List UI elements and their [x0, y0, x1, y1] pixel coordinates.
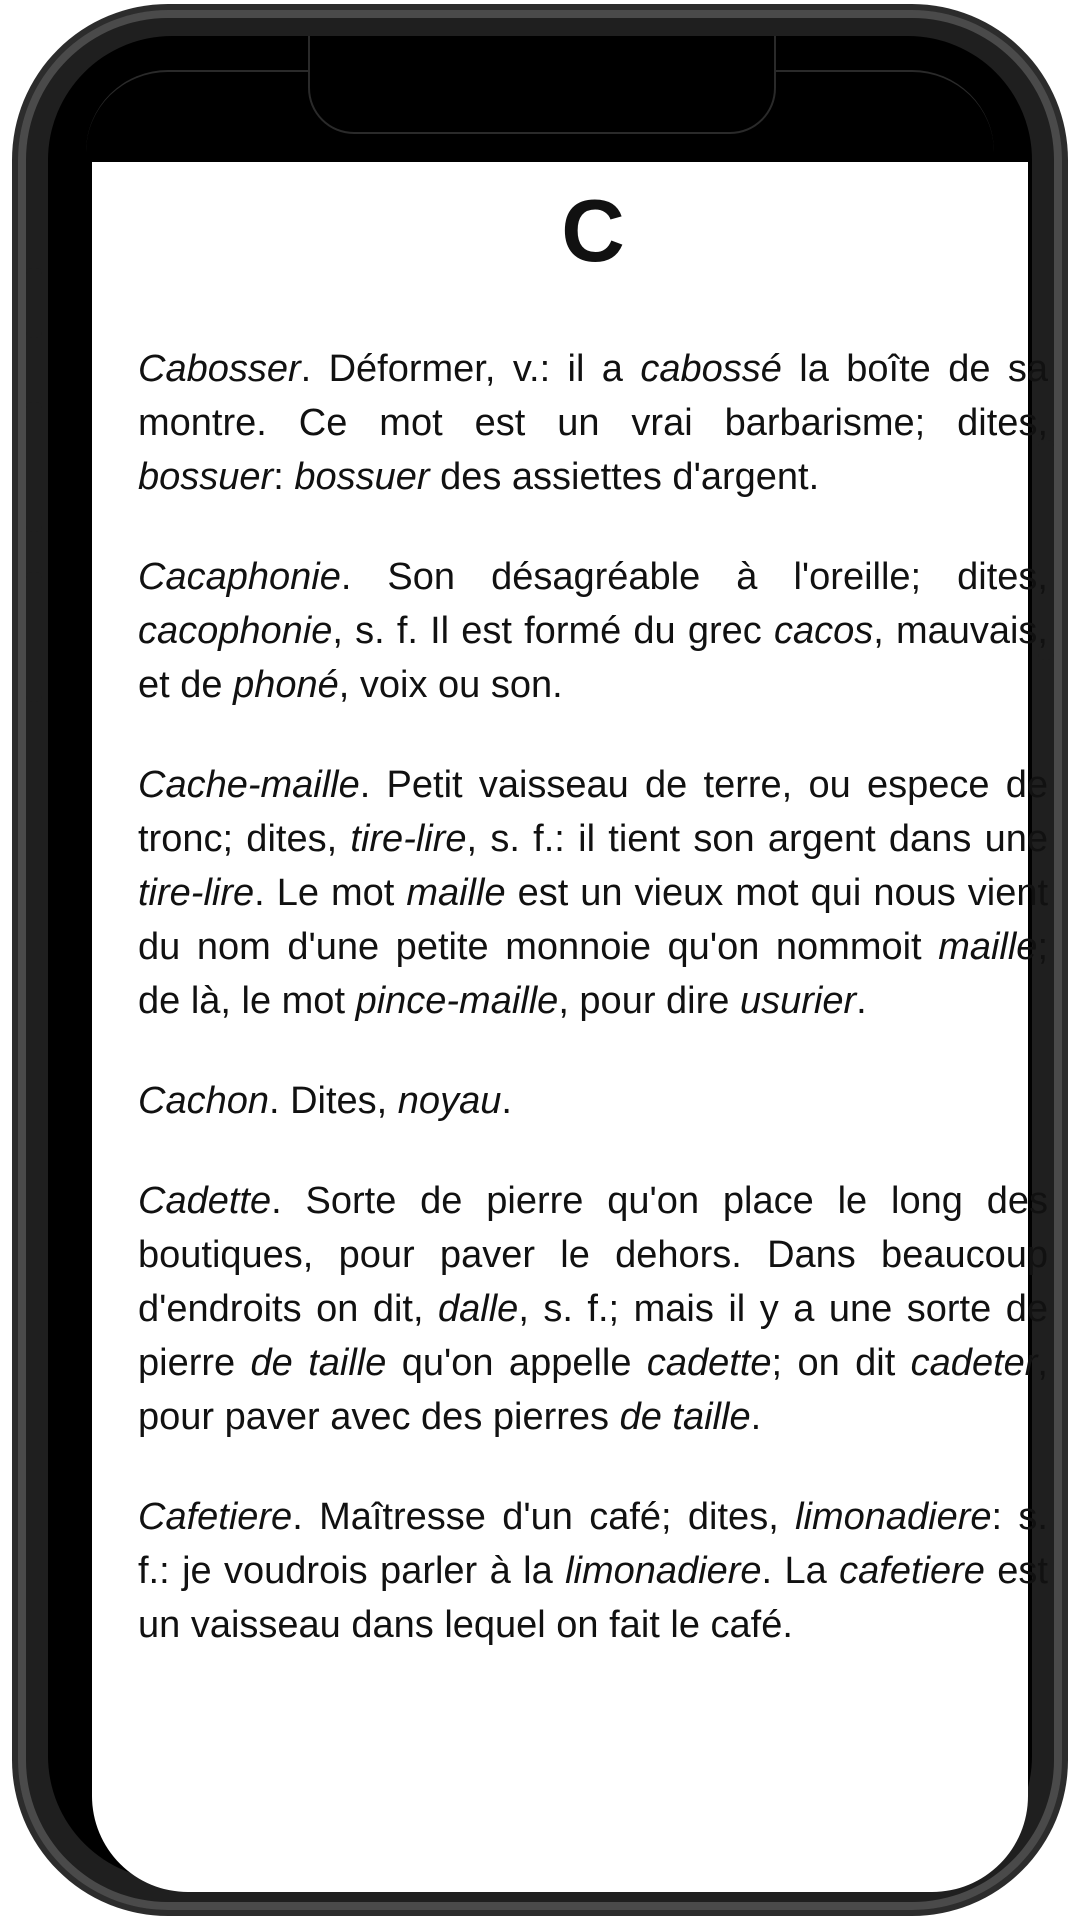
italic-term: Cadette [138, 1180, 272, 1222]
italic-term: cacos [773, 610, 874, 652]
entry-text: . [501, 1080, 512, 1122]
entry-text: , pour paver avec des pierres [138, 1342, 1048, 1438]
entry-text: : s. f.: je voudrois parler à la [138, 1496, 1048, 1592]
italic-term: usurier [739, 980, 857, 1022]
entry-text: , mauvais, et de [138, 610, 1048, 706]
italic-term: tire-lire [138, 872, 255, 914]
entry-list [138, 342, 1048, 1652]
italic-term: Cafetiere [138, 1496, 293, 1538]
entry-text: ; on dit [771, 1342, 911, 1384]
dictionary-entry [138, 758, 1048, 1028]
italic-term: cadeter [910, 1342, 1038, 1384]
entry-text: , s. f.: il tient son argent dans une [466, 818, 1048, 860]
entry-text: . [856, 980, 867, 1022]
italic-term: de taille [619, 1396, 751, 1438]
italic-term: cacophonie [138, 610, 333, 652]
entry-text: est un vieux mot qui nous vient du nom d'une petite monnoie qu'on nommoit [138, 872, 1049, 968]
italic-term: bossuer [138, 456, 274, 498]
entry-text: . Maîtresse d'un café; dites, [292, 1496, 796, 1538]
dictionary-entry [138, 1174, 1048, 1444]
italic-term: maille [406, 872, 506, 914]
entry-text: la boîte de sa montre. Ce mot est un vrai barbarisme; dites, [138, 348, 1048, 444]
italic-term: Cache-maille [138, 764, 360, 806]
entry-text: . Le mot [254, 872, 407, 914]
entry-text: . Son désagréable à l'oreille; dites, [340, 556, 1048, 598]
screen-bezel [48, 36, 1049, 1880]
mute-switch [26, 268, 42, 338]
camera-notch [308, 36, 776, 134]
italic-term: pince-maille [355, 980, 559, 1022]
entry-text: . Déformer, v.: il a [300, 348, 641, 390]
entry-text: , voix ou son. [338, 664, 563, 706]
volume-down-button [26, 572, 42, 702]
italic-term: Cacaphonie [138, 556, 341, 598]
italic-term: limonadiere [795, 1496, 992, 1538]
entry-text: , pour dire [558, 980, 740, 1022]
italic-term: cabossé [640, 348, 782, 390]
italic-term: Cachon [138, 1080, 269, 1122]
italic-term: maille [938, 926, 1038, 968]
italic-term: cadette [646, 1342, 772, 1384]
dictionary-entry [138, 1074, 1048, 1128]
entry-text: . Sorte de pierre qu'on place le long des boutiques, pour paver le dehors. Dans beaucoup d'endroits on dit, [138, 1180, 1048, 1330]
italic-term: noyau [397, 1080, 502, 1122]
italic-term: Cabosser [138, 348, 301, 390]
entry-text: qu'on appelle [386, 1342, 647, 1384]
italic-term: dalle [438, 1288, 519, 1330]
entry-text: est un vaisseau dans lequel on fait le café. [138, 1550, 1048, 1646]
dictionary-entry [138, 1490, 1048, 1652]
italic-term: de taille [250, 1342, 387, 1384]
italic-term: bossuer [294, 456, 430, 498]
italic-term: cafetiere [839, 1550, 985, 1592]
entry-text: . Dites, [268, 1080, 398, 1122]
entry-text: . [750, 1396, 762, 1438]
dictionary-entry [138, 550, 1048, 712]
entry-text: . Petit vaisseau de terre, ou espece de tronc; dites, [138, 764, 1048, 860]
entry-text: ; de là, le mot [138, 926, 1048, 1022]
entry-text: : [273, 456, 295, 498]
phone-frame [18, 10, 1062, 1910]
italic-term: tire-lire [350, 818, 467, 860]
entry-text: . La [761, 1550, 840, 1592]
reader-screen[interactable] [92, 162, 1049, 1892]
entry-text: , s. f. Il est formé du grec [332, 610, 774, 652]
italic-term: limonadiere [565, 1550, 762, 1592]
dictionary-page [138, 162, 1048, 1698]
dictionary-entry [138, 342, 1048, 504]
entry-text: des assiettes d'argent. [429, 456, 820, 498]
section-letter-heading: C [561, 181, 625, 280]
italic-term: phoné [233, 664, 339, 706]
volume-up-button [26, 402, 42, 532]
entry-text: , s. f.; mais il y a une sorte de pierre [138, 1288, 1048, 1384]
